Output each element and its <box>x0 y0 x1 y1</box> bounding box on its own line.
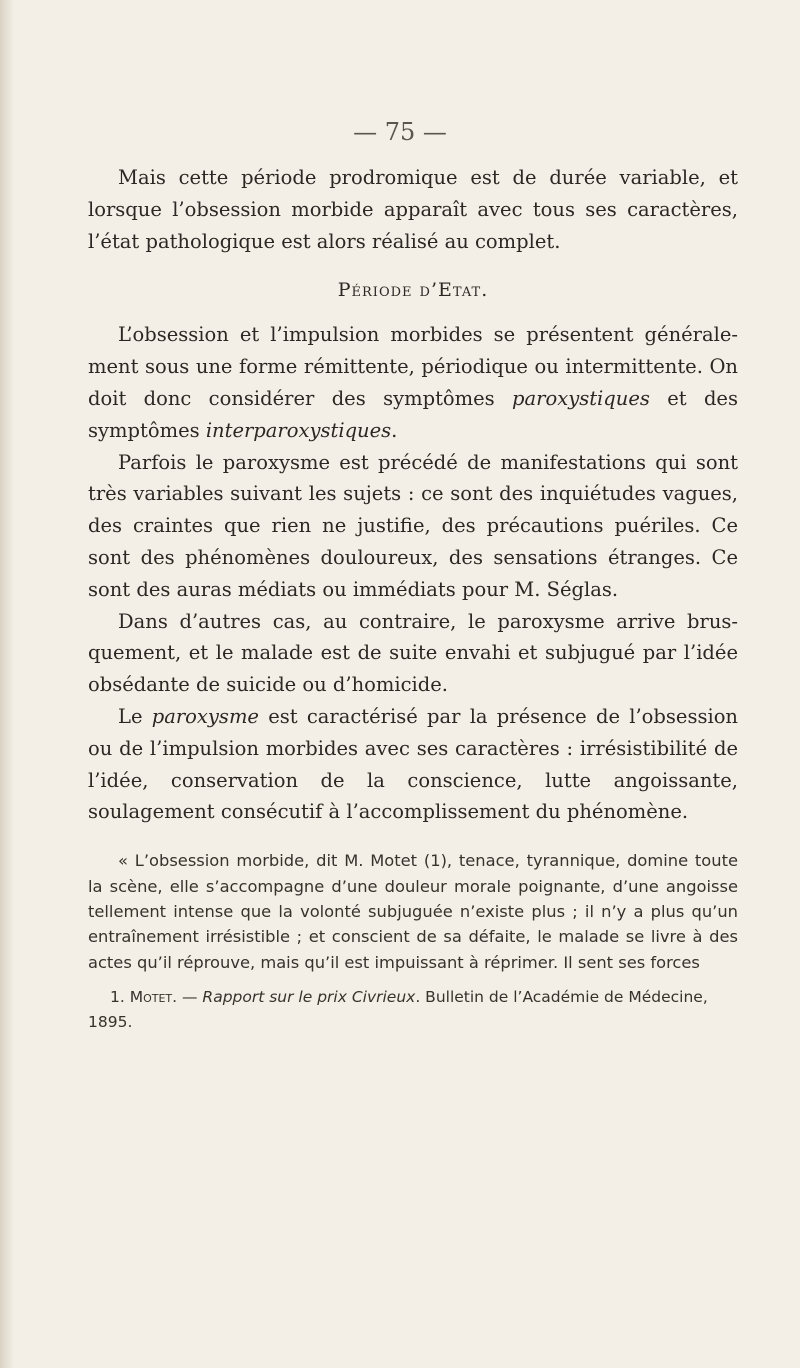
footnote-dash: . — <box>172 988 203 1007</box>
paragraph-paroxysme <box>88 701 738 828</box>
footnote-number: 1. <box>110 988 130 1007</box>
paragraph-brusque: Dans d’autres cas, au contraire, le paroxysme arrive brusquement, et le malade est de suite envahi et subjugué par l’idée obsédante de suicide ou d’homicide. <box>88 609 738 697</box>
footnote-rest: . Bulletin de l’Académie de Médecine, 1895. <box>88 988 708 1032</box>
p1-text-c: et des symptômes <box>88 386 738 442</box>
p4-text-a: Le <box>118 704 152 728</box>
page-edge <box>0 0 14 1368</box>
page-number: — 75 — <box>353 118 447 146</box>
p1-term-paroxystiques: paroxystiques <box>512 386 650 410</box>
intro-paragraph: Mais cette période prodromique est de durée variable, et lorsque l’obsession morbide apparaît avec tous ses caractères, l’état pathologique est alors réalisé au complet. <box>88 166 738 253</box>
p4-term-paroxysme: paroxysme <box>151 704 259 728</box>
p1-text-e: . <box>391 418 398 442</box>
footnote-author: Motet <box>129 988 173 1007</box>
page-body <box>88 118 738 1035</box>
paragraph-auras: Parfois le paroxysme est précédé de manifestations qui sont très variables suivant les sujets : ce sont des inquiétudes vagues, des craintes que rien ne justifie, des précautions puériles. Ce sont des phénomènes douloureux, des sensations étranges. Ce sont des auras médiats ou immédiats pour M. Séglas. <box>88 450 738 601</box>
footnote-title: Rapport sur le prix Civrieux <box>202 988 416 1007</box>
quote-motet: « L’obsession morbide, dit M. Motet (1), tenace, tyrannique, domine toute la scène, elle s’accompagne d’une douleur morale poignante, d’une angoisse tellement intense que la volonté subjuguée n’existe plus ; il n’y a plus qu’un entraînement irrésistible ; et conscient de sa défaite, le malade se livre à des actes qu’il réprouve, mais qu’il est impuissant à réprimer. Il sent ses forces <box>88 851 738 972</box>
footnote <box>88 985 738 1035</box>
p1-term-interparoxystiques: interparoxystiques <box>205 418 392 442</box>
p4-text-c: est caractérisé par la présence de l’obsession ou de l’impulsion morbides avec ses caractères : irrésistibilité de l’idée, conservation de la conscience, lutte angoissante, soulagement consécutif à l’accomplissement du phénomène. <box>88 704 738 824</box>
p1-text-a: L’obsession et l’impulsion morbides se présentent généralement sous une forme rémittente, périodique ou intermittente. On doit donc considérer des symptômes <box>88 323 738 410</box>
paragraph-symptoms <box>88 319 738 446</box>
section-heading: Période d’Etat. <box>337 279 489 302</box>
